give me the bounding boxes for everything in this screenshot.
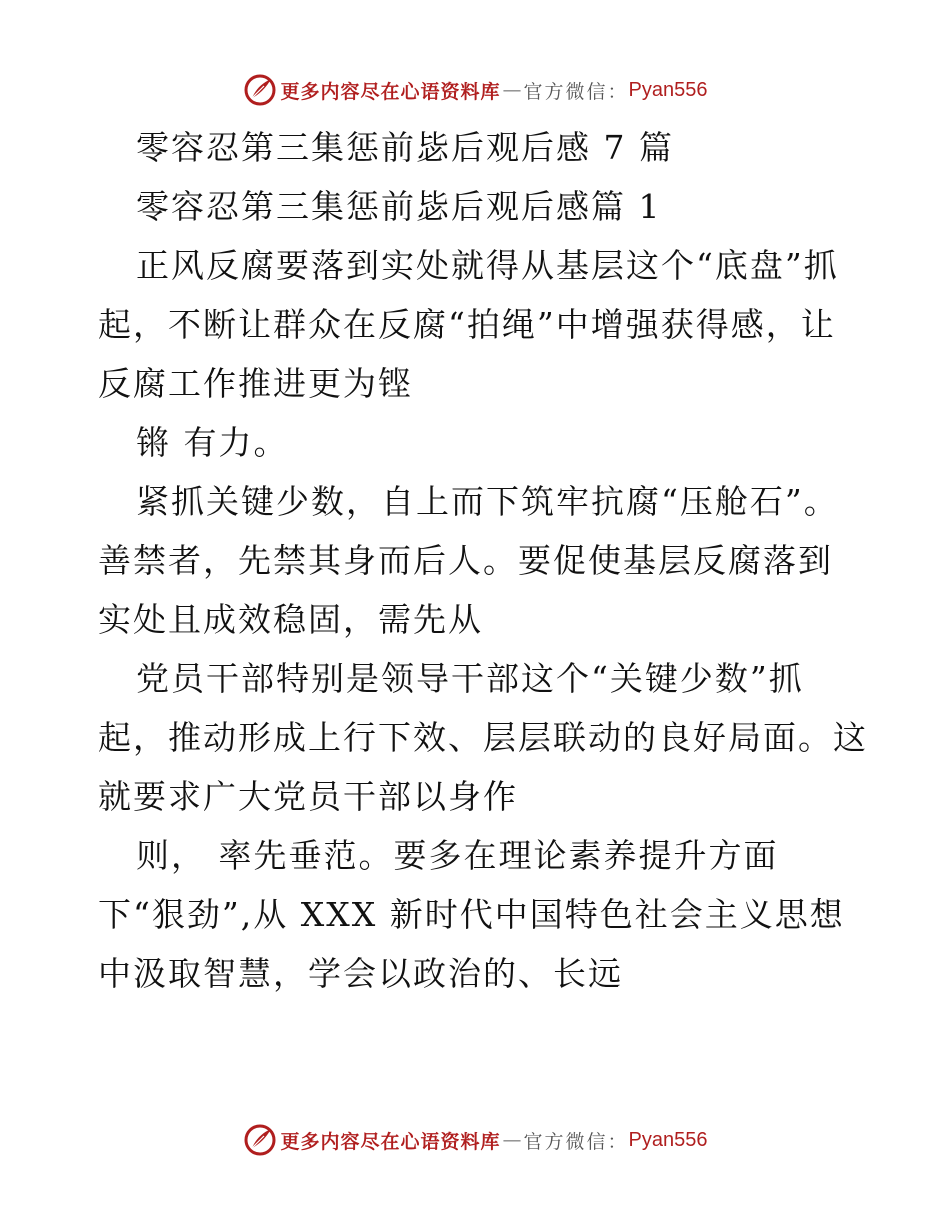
paragraph-line: 锵 有力。 [136,423,289,462]
section-heading: 零容忍第三集惩前毖后观后感篇 1 [136,187,662,226]
watermark-title: 更多内容尽在心语资料库 [280,1130,501,1153]
footer-watermark [0,1120,950,1160]
watermark-text [281,77,708,104]
paragraph-line: 就要求广大党员干部以身作 [98,777,518,816]
paragraph-line: 中汲取智慧，学会以政治的、长远 [98,954,623,993]
document-title: 零容忍第三集惩前毖后观后感 7 篇 [136,128,674,167]
paragraph-line: 善禁者，先禁其身而后人。要促使基层反腐落到 [98,541,833,580]
feather-logo-icon [243,73,277,107]
document-body [98,118,868,1003]
paragraph-line: 则， 率先垂范。要多在理论素养提升方面 [136,836,779,875]
paragraph-line: 起，推动形成上行下效、层层联动的良好局面。这 [98,718,868,757]
header-watermark [0,70,950,110]
watermark-dash: — [502,79,522,101]
paragraph-line: 反腐工作推进更为铿 [98,364,413,403]
watermark-dash: — [502,1129,522,1151]
paragraph-line: 起，不断让群众在反腐“拍绳”中增强获得感，让 [98,305,836,344]
feather-logo-icon [243,1123,277,1157]
watermark-label: 官方微信： [523,80,629,103]
paragraph-line: 实处且成效稳固，需先从 [98,600,483,639]
paragraph-line: 党员干部特别是领导干部这个“关键少数”抓 [136,659,804,698]
paragraph-line: 正风反腐要落到实处就得从基层这个“底盘”抓 [136,246,839,285]
watermark-label: 官方微信： [523,1130,629,1153]
paragraph-line: 下“狠劲”,从 XXX 新时代中国特色社会主义思想 [98,895,845,934]
watermark-handle: Pyan556 [628,1128,708,1151]
watermark-text [281,1127,708,1154]
watermark-handle: Pyan556 [628,78,708,101]
paragraph-line: 紧抓关键少数，自上而下筑牢抗腐“压舱石”。 [136,482,839,521]
watermark-title: 更多内容尽在心语资料库 [280,80,501,103]
